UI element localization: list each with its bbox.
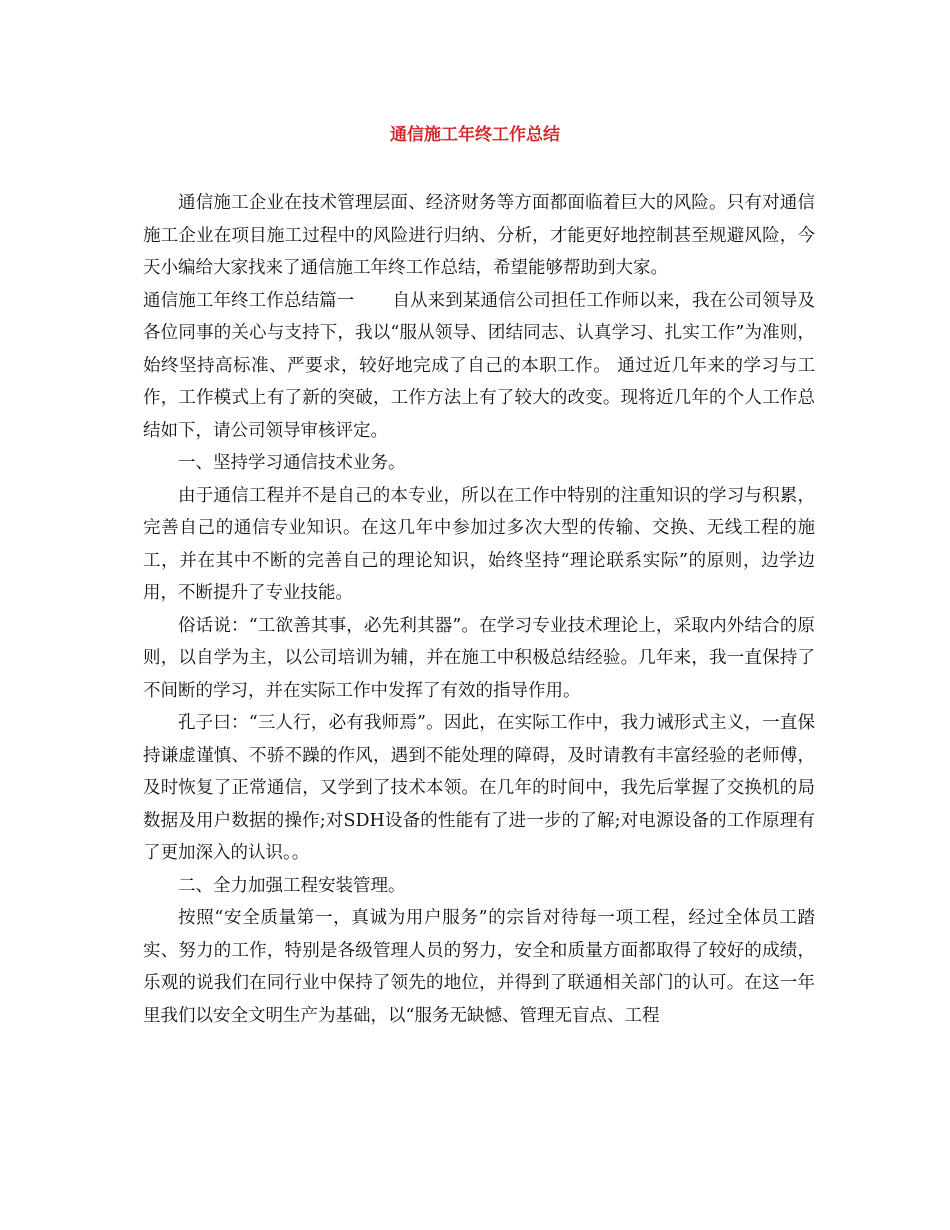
body-paragraph: 孔子曰：“三人行，必有我师焉”。因此，在实际工作中，我力诫形式主义，一直保持谦虚谨慎、不骄不躁的作风，遇到不能处理的障碍，及时请教有丰富经验的老师傅，及时恢复了正常通信，又学到了技术本领。在几年的时间中，我先后掌握了交换机的局数据及用户数据的操作;对SDH设备的性能有了进一步的了解;对电源设备的工作原理有了更加深入的认识。。 (143, 713, 815, 863)
section-paragraph (143, 285, 815, 448)
heading-one: 一、坚持学习通信技术业务。 (178, 453, 406, 473)
body-paragraph: 俗话说：“工欲善其事，必先利其器”。在学习专业技术理论上，采取内外结合的原则，以自学为主，以公司培训为辅，并在施工中积极总结经验。几年来，我一直保持了不间断的学习，并在实际工作中发挥了有效的指导作用。 (143, 615, 815, 701)
body-paragraph: 由于通信工程并不是自己的本专业，所以在工作中特别的注重知识的学习与积累，完善自己的通信专业知识。在这几年中参加过多次大型的传输、交换、无线工程的施工，并在其中不断的完善自己的理论知识，始终坚持“理论联系实际”的原则，边学边用，不断提升了专业技能。 (143, 485, 815, 603)
heading-two: 二、全力加强工程安装管理。 (178, 875, 406, 896)
section-first-paragraph: 自从来到某通信公司担任工作师以来，我在公司领导及各位同事的关心与支持下，我以“服从领导、团结同志、认真学习、扎实工作”为准则，始终坚持高标准、严要求，较好地完成了自己的本职工作。 通过近几年来的学习与工作，工作模式上有了新的突破，工作方法上有了较大的改变。现将近几年的个人工作总结如下，请公司领导审核评定。 (143, 290, 816, 441)
body-paragraph: 按照“安全质量第一，真诚为用户服务”的宗旨对待每一项工程，经过全体员工踏实、努力的工作，特别是各级管理人员的努力，安全和质量方面都取得了较好的成绩，乐观的说我们在同行业中保持了领先的地位，并得到了联通相关部门的认可。在这一年里我们以安全文明生产为基础，以“服务无缺憾、管理无盲点、工程 (143, 908, 815, 1026)
section-heading: 通信施工年终工作总结篇一 (143, 290, 355, 311)
document-title: 通信施工年终工作总结 (390, 125, 560, 145)
document-body (143, 187, 815, 1032)
intro-paragraph: 通信施工企业在技术管理层面、经济财务等方面都面临着巨大的风险。只有对通信施工企业在项目施工过程中的风险进行归纳、分析，才能更好地控制甚至规避风险，今天小编给大家找来了通信施工年终工作总结，希望能够帮助到大家。 (143, 193, 815, 278)
